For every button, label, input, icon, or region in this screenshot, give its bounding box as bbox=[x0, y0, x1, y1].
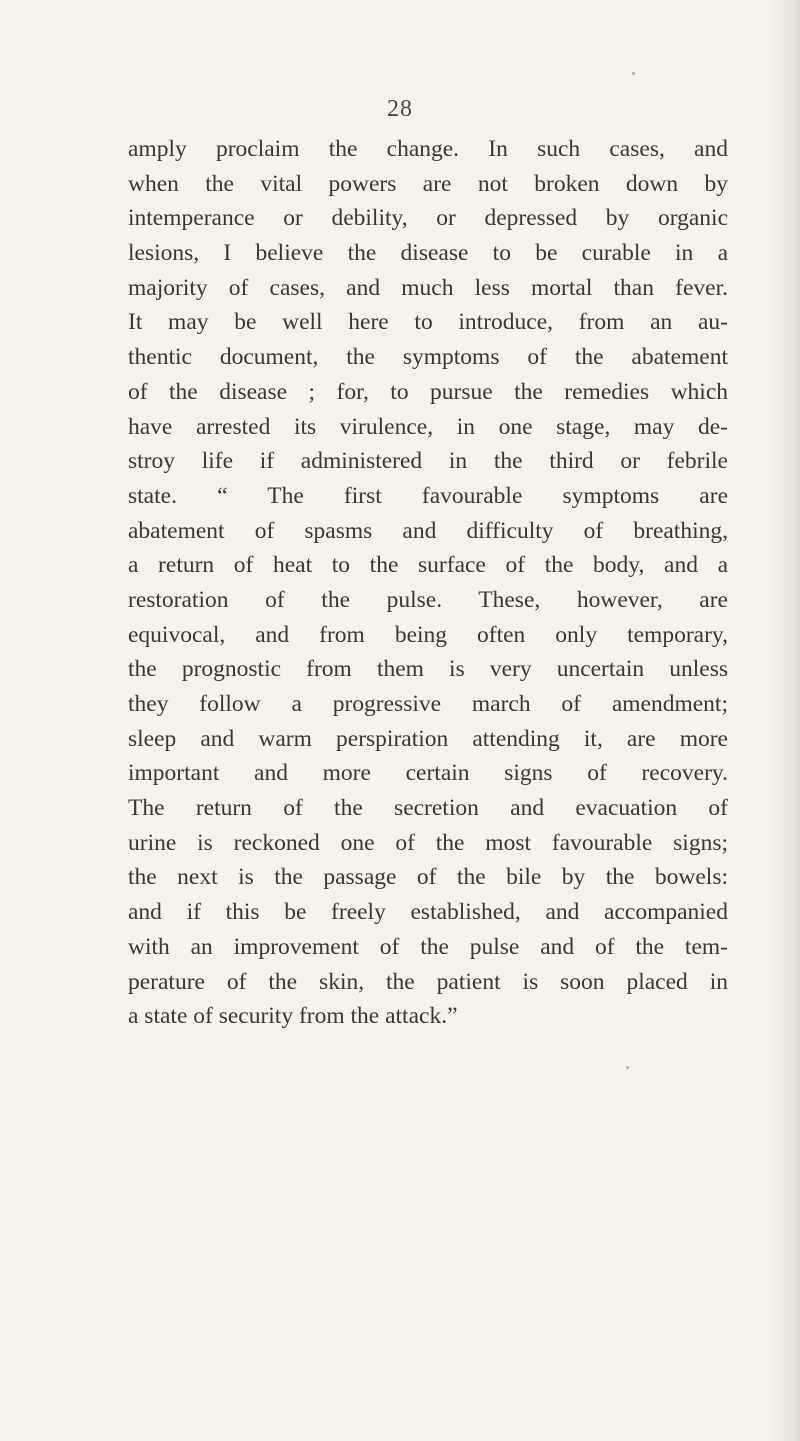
text-line: It may be well here to introduce, from an au- bbox=[128, 309, 728, 336]
text-line: urine is reckoned one of the most favourable signs; bbox=[128, 829, 728, 856]
paper-speck bbox=[632, 72, 635, 75]
text-line: abatement of spasms and difficulty of breathing, bbox=[128, 517, 728, 544]
text-line: when the vital powers are not broken down by bbox=[128, 170, 728, 197]
text-line: stroy life if administered in the third or febrile bbox=[128, 448, 728, 475]
body-text bbox=[128, 132, 728, 1034]
text-line: and if this be freely established, and accompanied bbox=[128, 899, 728, 926]
text-line: equivocal, and from being often only temporary, bbox=[128, 621, 728, 648]
text-line: have arrested its virulence, in one stage, may de- bbox=[128, 413, 728, 440]
text-line: important and more certain signs of recovery. bbox=[128, 760, 728, 787]
text-line: a state of security from the attack.” bbox=[128, 1003, 458, 1030]
text-line: thentic document, the symptoms of the abatement bbox=[128, 344, 728, 371]
paper-speck bbox=[626, 1066, 629, 1069]
text-line: with an improvement of the pulse and of the tem- bbox=[128, 933, 728, 960]
page-number: 28 bbox=[387, 96, 413, 122]
text-line: sleep and warm perspiration attending it, are more bbox=[128, 725, 728, 752]
text-line: state. “ The first favourable symptoms are bbox=[128, 482, 728, 509]
text-line: majority of cases, and much less mortal than fever. bbox=[128, 274, 728, 301]
text-line: a return of heat to the surface of the body, and a bbox=[128, 552, 728, 579]
text-line: intemperance or debility, or depressed by organic bbox=[128, 205, 728, 232]
text-line: The return of the secretion and evacuation of bbox=[128, 795, 728, 822]
text-line: the next is the passage of the bile by the bowels: bbox=[128, 864, 728, 891]
text-line: the prognostic from them is very uncertain unless bbox=[128, 656, 728, 683]
text-line: they follow a progressive march of amendment; bbox=[128, 691, 728, 717]
text-line: of the disease ; for, to pursue the remedies which bbox=[128, 378, 728, 405]
text-line: lesions, I believe the disease to be curable in a bbox=[128, 240, 728, 267]
text-line: perature of the skin, the patient is soon placed in bbox=[128, 968, 728, 995]
text-line: amply proclaim the change. In such cases, and bbox=[128, 136, 728, 162]
text-line: restoration of the pulse. These, however, are bbox=[128, 586, 728, 613]
